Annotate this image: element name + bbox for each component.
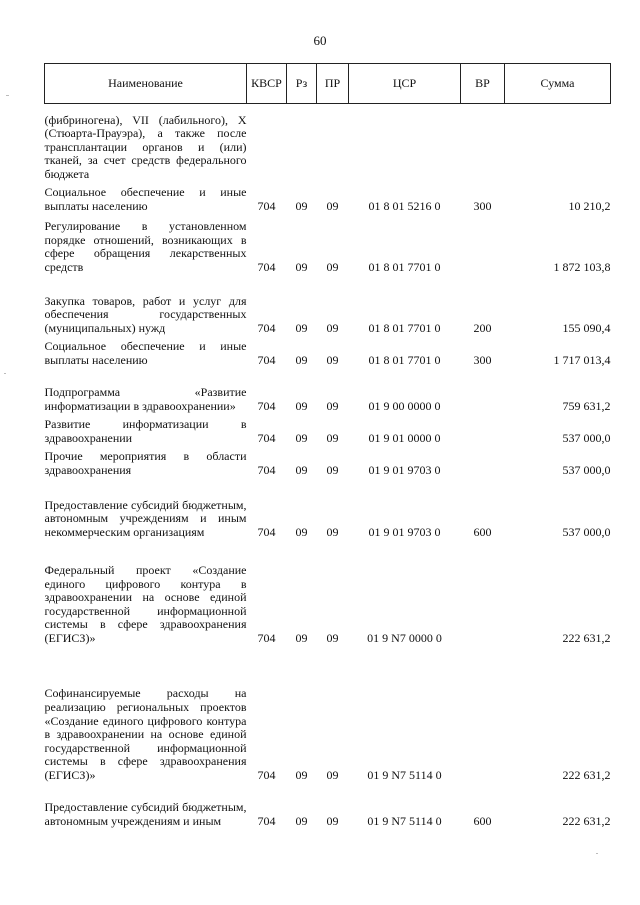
row-sum: 1 872 103,8	[553, 259, 611, 274]
table-row	[45, 182, 611, 214]
table-header	[45, 64, 611, 104]
row-pr: 09	[326, 813, 339, 828]
table-row	[45, 368, 611, 414]
row-rz: 09	[295, 198, 308, 213]
row-vr: 600	[473, 813, 492, 828]
row-sum: 537 000,0	[562, 430, 611, 445]
row-rz: 09	[295, 259, 308, 274]
row-kvsr: 704	[257, 320, 276, 335]
row-vr	[461, 646, 505, 783]
table-row	[45, 104, 611, 182]
header-rz: Рз	[287, 64, 317, 104]
table-row	[45, 540, 611, 646]
row-vr: 300	[473, 198, 492, 213]
row-csr: 01 9 01 0000 0	[368, 430, 441, 445]
row-csr: 01 8 01 7701 0	[368, 352, 441, 367]
table-row	[45, 783, 611, 829]
table-row	[45, 214, 611, 275]
table-row	[45, 446, 611, 478]
header-pr: ПР	[317, 64, 349, 104]
table-row	[45, 414, 611, 446]
table-body	[45, 104, 611, 829]
row-sum: 759 631,2	[562, 398, 611, 413]
row-csr: 01 8 01 7701 0	[368, 259, 441, 274]
header-sum: Сумма	[505, 64, 611, 104]
scan-mark	[6, 95, 9, 96]
row-rz: 09	[295, 462, 308, 477]
row-csr: 01 9 01 9703 0	[368, 524, 441, 539]
row-csr: 01 9 N7 5114 0	[367, 813, 442, 828]
row-sum: 222 631,2	[562, 630, 611, 645]
row-sum: 10 210,2	[568, 198, 611, 213]
row-name: Подпрограмма «Развитие информатизации в здравоохранении»	[44, 385, 247, 413]
row-sum	[505, 104, 611, 182]
row-vr: 300	[473, 352, 492, 367]
row-name: Регулирование в установленном порядке отношений, возникающих в сфере обращения лекарственных средств	[44, 219, 247, 274]
row-sum: 537 000,0	[562, 524, 611, 539]
row-rz: 09	[295, 398, 308, 413]
page-number: 60	[313, 33, 327, 48]
scan-mark	[596, 853, 598, 854]
row-csr: 01 9 N7 0000 0	[367, 630, 442, 645]
row-name: Софинансируемые расходы на реализацию региональных проектов «Создание единого цифрового контура в здравоохранении на основе единой государственной информационной системы в сфере здравоохранения (ЕГИСЗ)»	[44, 686, 247, 782]
row-pr: 09	[326, 352, 339, 367]
row-kvsr: 704	[257, 630, 276, 645]
row-name: Закупка товаров, работ и услуг для обеспечения государственных (муниципальных) нужд	[44, 293, 247, 335]
row-sum: 222 631,2	[562, 767, 611, 782]
table-row	[45, 478, 611, 540]
row-pr: 09	[326, 320, 339, 335]
row-vr	[461, 368, 505, 414]
row-rz: 09	[295, 430, 308, 445]
row-csr: 01 9 01 9703 0	[368, 462, 441, 477]
row-vr	[461, 414, 505, 446]
row-name: Федеральный проект «Создание единого цифрового контура в здравоохранении на основе единой государственной информационной системы в сфере здравоохранения (ЕГИСЗ)»	[44, 562, 247, 645]
row-vr	[461, 446, 505, 478]
row-vr	[461, 214, 505, 275]
row-pr: 09	[326, 198, 339, 213]
row-sum: 155 090,4	[562, 320, 611, 335]
table-row	[45, 646, 611, 783]
row-vr	[461, 540, 505, 646]
row-kvsr: 704	[257, 813, 276, 828]
row-pr: 09	[326, 430, 339, 445]
row-rz: 09	[295, 813, 308, 828]
row-vr	[461, 104, 505, 182]
row-name: Предоставление субсидий бюджетным, автономным учреждениям и иным	[44, 800, 247, 828]
row-pr	[317, 104, 349, 182]
header-name: Наименование	[45, 64, 247, 104]
row-pr: 09	[326, 524, 339, 539]
row-kvsr: 704	[257, 767, 276, 782]
table-row	[45, 336, 611, 368]
row-csr: 01 8 01 5216 0	[368, 198, 441, 213]
header-vr: ВР	[461, 64, 505, 104]
row-name: Социальное обеспечение и иные выплаты населению	[44, 185, 247, 213]
row-name: (фибриногена), VII (лабильного), X (Стюарта-Прауэра), а также после трансплантации органов и (или) тканей, за счет средств федерального бюджета	[44, 112, 247, 181]
row-rz: 09	[295, 630, 308, 645]
row-csr	[349, 104, 461, 182]
row-kvsr	[247, 104, 287, 182]
header-csr: ЦСР	[349, 64, 461, 104]
row-name: Предоставление субсидий бюджетным, автономным учреждениям и иным некоммерческим организациям	[44, 497, 247, 539]
row-sum: 537 000,0	[562, 462, 611, 477]
row-pr: 09	[326, 767, 339, 782]
row-sum: 1 717 013,4	[553, 352, 611, 367]
row-kvsr: 704	[257, 198, 276, 213]
scan-mark	[4, 373, 6, 374]
row-vr: 200	[473, 320, 492, 335]
row-kvsr: 704	[257, 524, 276, 539]
row-pr: 09	[326, 259, 339, 274]
budget-table	[44, 63, 611, 829]
row-pr: 09	[326, 630, 339, 645]
row-kvsr: 704	[257, 430, 276, 445]
row-rz: 09	[295, 524, 308, 539]
header-kvsr: КВСР	[247, 64, 287, 104]
row-name: Социальное обеспечение и иные выплаты населению	[44, 339, 247, 367]
row-pr: 09	[326, 398, 339, 413]
row-rz: 09	[295, 352, 308, 367]
row-vr: 600	[473, 524, 492, 539]
row-csr: 01 8 01 7701 0	[368, 320, 441, 335]
row-name: Прочие мероприятия в области здравоохранения	[44, 449, 247, 477]
row-name: Развитие информатизации в здравоохранении	[44, 417, 247, 445]
row-rz	[287, 104, 317, 182]
row-csr: 01 9 N7 5114 0	[367, 767, 442, 782]
row-kvsr: 704	[257, 398, 276, 413]
table-row	[45, 275, 611, 336]
row-pr: 09	[326, 462, 339, 477]
row-csr: 01 9 00 0000 0	[368, 398, 441, 413]
row-rz: 09	[295, 320, 308, 335]
row-kvsr: 704	[257, 259, 276, 274]
row-rz: 09	[295, 767, 308, 782]
row-kvsr: 704	[257, 352, 276, 367]
row-kvsr: 704	[257, 462, 276, 477]
row-sum: 222 631,2	[562, 813, 611, 828]
